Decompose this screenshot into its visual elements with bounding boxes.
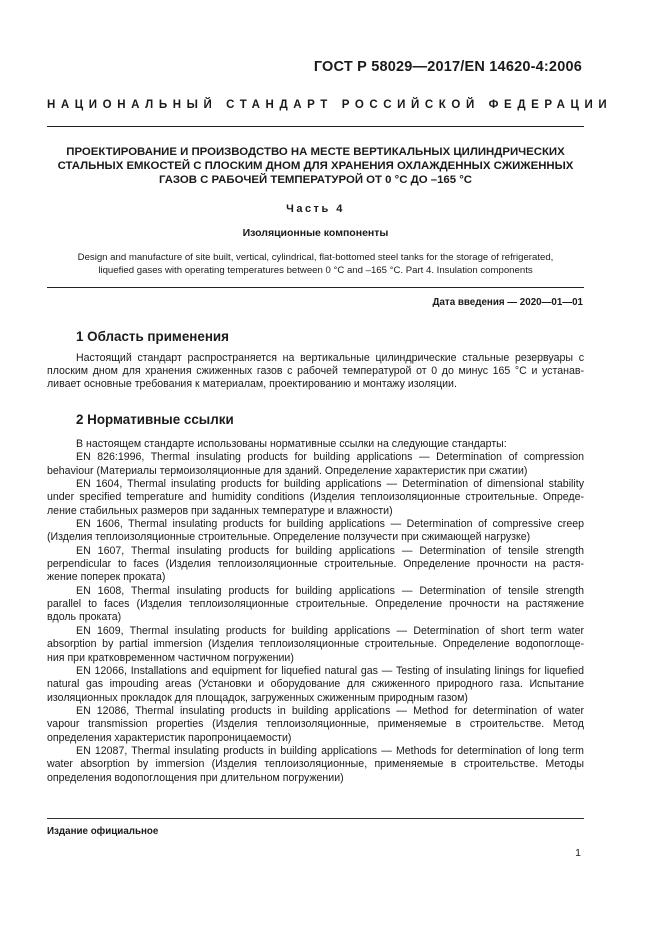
- section-1-text: [47, 352, 584, 392]
- page-number: 1: [575, 847, 581, 859]
- reference-line: EN 1606, Thermal insulating products for building applications — Determination of compressive creep: [76, 518, 584, 531]
- reference-line: определения характеристик паропроницаемости): [47, 731, 292, 744]
- reference-line: изоляционных прокладок для площадок, загруженных сжиженным природным газом): [47, 691, 468, 704]
- document-code: ГОСТ Р 58029—2017/EN 14620-4:2006: [313, 59, 582, 75]
- reference-line: vapour transmission properties (Изделия теплоизоляционные, применяемые в строительстве. Метод: [47, 718, 584, 731]
- title-line: СТАЛЬНЫХ ЕМКОСТЕЙ С ПЛОСКИМ ДНОМ ДЛЯ ХРАНЕНИЯ ОХЛАЖДЕННЫХ СЖИЖЕННЫХ: [57, 160, 574, 172]
- text-line: ливает основные требования к материалам, проектированию и монтажу изоляции.: [47, 378, 457, 391]
- reference-line: water absorption by immersion (Изделия теплоизоляционные, применяемые в строительстве. Методы: [47, 758, 584, 771]
- english-title: [47, 251, 584, 277]
- text-line: Настоящий стандарт распространяется на вертикальные цилиндрические стальные резервуары с: [76, 352, 584, 364]
- national-standard-heading: НАЦИОНАЛЬНЫЙ СТАНДАРТ РОССИЙСКОЙ ФЕДЕРАЦИИ: [47, 99, 613, 111]
- english-title-line: Design and manufacture of site built, vertical, cylindrical, flat-bottomed steel tanks for the storage of refrigerated,: [77, 252, 554, 263]
- footer-rule: [47, 818, 584, 819]
- reference-line: (Изделия теплоизоляционные строительные. Определение ползучести при сжимающей нагрузке): [47, 531, 531, 544]
- reference-line: perpendicular to faces (Изделия теплоизоляционные строительные. Определение прочности на растя-: [47, 558, 584, 571]
- reference-line: EN 1608, Thermal insulating products for building applications — Determination of tensile strength: [76, 584, 584, 597]
- reference-line: EN 12086, Thermal insulating products in building applications — Method for determination of water: [76, 704, 584, 717]
- reference-line: жение поперек проката): [47, 571, 166, 584]
- reference-line: under specified temperature and humidity conditions (Изделия теплоизоляционные строительные. Опреде-: [47, 491, 584, 504]
- official-edition-label: Издание официальное: [47, 826, 159, 837]
- reference-line: вдоль проката): [47, 611, 122, 624]
- reference-line: ния при кратковременном частичном погружении): [47, 651, 294, 664]
- title-line: ПРОЕКТИРОВАНИЕ И ПРОИЗВОДСТВО НА МЕСТЕ ВЕРТИКАЛЬНЫХ ЦИЛИНДРИЧЕСКИХ: [66, 146, 565, 158]
- normative-references: [47, 438, 584, 785]
- section-2-heading: 2 Нормативные ссылки: [76, 412, 234, 427]
- reference-line: ление стабильных размеров при заданных температуре и влажности): [47, 504, 393, 517]
- english-title-line: liquefied gases with operating temperatures between 0 °C and –165 °C. Part 4. Insulation components: [98, 265, 533, 276]
- reference-line: parallel to faces (Изделия теплоизоляционные строительные. Определение прочности на растяжение: [47, 598, 584, 611]
- document-title: [47, 145, 584, 187]
- reference-line: EN 12066, Installations and equipment for liquefied natural gas — Testing of insulating linings for liquefied: [76, 664, 584, 677]
- text-line: плоским дном для хранения сжиженных газов с рабочей температурой от 0 до минус 165 °С и устанав-: [47, 365, 584, 378]
- reference-line: EN 1604, Thermal insulating products for building applications — Determination of dimensional stability: [76, 478, 584, 491]
- section-1-heading: 1 Область применения: [76, 329, 229, 344]
- title-line: ГАЗОВ С РАБОЧЕЙ ТЕМПЕРАТУРОЙ ОТ 0 °С ДО –165 °С: [158, 174, 473, 186]
- header-rule: [47, 126, 584, 127]
- title-rule: [47, 287, 584, 288]
- reference-line: behaviour (Материалы термоизоляционные для зданий. Определение характеристик при сжатии): [47, 464, 528, 477]
- part-label: Часть 4: [286, 203, 345, 215]
- part-subtitle: Изоляционные компоненты: [242, 227, 389, 239]
- reference-line: определения водопоглощения при длительном погружении): [47, 771, 344, 784]
- reference-line: EN 1609, Thermal insulating products for building applications — Determination of short term water: [76, 624, 584, 637]
- text-line: В настоящем стандарте использованы нормативные ссылки на следующие стандарты:: [76, 438, 507, 450]
- introduction-date: Дата введения — 2020—01—01: [432, 297, 583, 308]
- reference-line: EN 1607, Thermal insulating products for building applications — Determination of tensile strength: [76, 544, 584, 557]
- reference-line: EN 826:1996, Thermal insulating products for building applications — Determination of compression: [76, 451, 584, 464]
- reference-line: natural gas impouding areas (Установки и оборудование для сжиженного природного газа. Испытание: [47, 678, 584, 691]
- reference-line: absorption by partial immersion (Изделия теплоизоляционные строительные. Определение водопоглоще-: [47, 638, 584, 651]
- reference-line: EN 12087, Thermal insulating products in building applications — Methods for determination of long term: [76, 744, 584, 757]
